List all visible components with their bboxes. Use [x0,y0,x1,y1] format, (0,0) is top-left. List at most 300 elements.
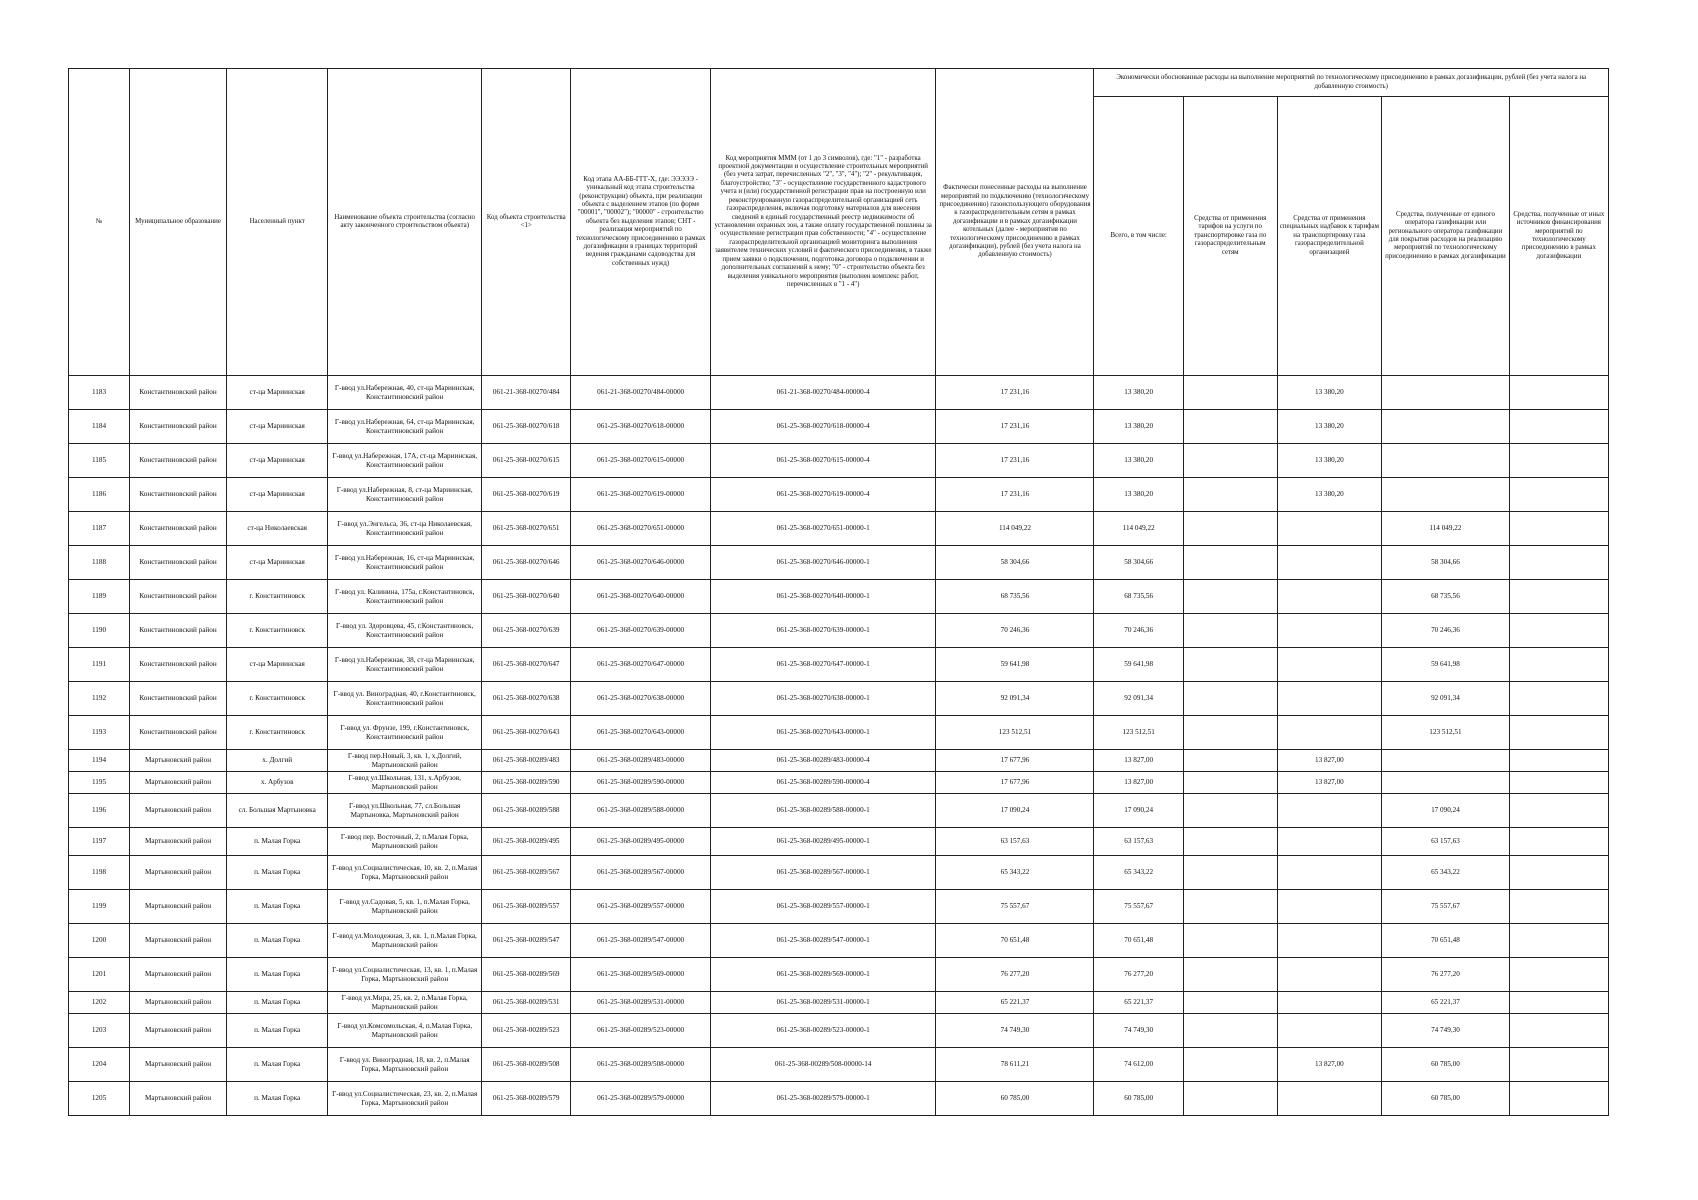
cell-special-surcharge [1277,614,1382,648]
cell-stage-code: 061-25-368-00270/651-00000 [571,512,711,546]
cell-operator-funds: 70 246,36 [1382,614,1510,648]
cell-settlement: х. Долгий [227,750,328,772]
cell-tariff-transport [1183,958,1277,992]
header-other-sources: Средства, полученные от иных источников финансирования мероприятий по технологическому присоединению в рамках догазификации [1509,97,1608,376]
cell-object-code: 061-25-368-00289/588 [482,794,571,828]
table-row [69,794,1609,828]
cell-object-code: 061-25-368-00270/638 [482,682,571,716]
cell-tariff-transport [1183,794,1277,828]
cell-special-surcharge [1277,1014,1382,1048]
cell-event-code: 061-25-368-00289/588-00000-1 [710,794,936,828]
cell-object-code: 061-25-368-00270/615 [482,444,571,478]
cell-object-name: Г-ввод ул.Садовая, 5, кв. 1, п.Малая Горка, Мартыновский район [328,890,482,924]
cell-actual-costs: 17 090,24 [936,794,1094,828]
cell-num: 1199 [69,890,130,924]
cell-total: 13 827,00 [1094,750,1183,772]
cell-num: 1193 [69,716,130,750]
cell-municipality: Константиновский район [130,648,227,682]
cell-other-sources [1509,716,1608,750]
cell-actual-costs: 114 049,22 [936,512,1094,546]
cell-event-code: 061-25-368-00289/483-00000-4 [710,750,936,772]
table-row [69,890,1609,924]
cell-event-code: 061-25-368-00289/523-00000-1 [710,1014,936,1048]
cell-special-surcharge [1277,580,1382,614]
cell-other-sources [1509,410,1608,444]
cell-object-name: Г-ввод ул.Набережная, 8, ст-ца Мариинская, Константиновский район [328,478,482,512]
header-num: № [69,69,130,376]
cell-total: 123 512,51 [1094,716,1183,750]
cell-total: 13 827,00 [1094,772,1183,794]
cell-operator-funds [1382,444,1510,478]
cell-num: 1197 [69,828,130,856]
cell-object-name: Г-ввод ул.Школьная, 131, х.Арбузов, Мартыновский район [328,772,482,794]
cell-settlement: п. Малая Горка [227,890,328,924]
cell-num: 1202 [69,992,130,1014]
cell-stage-code: 061-25-368-00289/483-00000 [571,750,711,772]
cell-object-code: 061-25-368-00289/590 [482,772,571,794]
cell-object-code: 061-25-368-00289/523 [482,1014,571,1048]
cell-stage-code: 061-25-368-00289/547-00000 [571,924,711,958]
cell-other-sources [1509,924,1608,958]
cell-other-sources [1509,828,1608,856]
table-row [69,512,1609,546]
cell-other-sources [1509,890,1608,924]
cell-settlement: г. Константиновск [227,716,328,750]
cell-operator-funds [1382,376,1510,410]
cell-settlement: ст-ца Мариинская [227,648,328,682]
cell-tariff-transport [1183,682,1277,716]
cell-municipality: Константиновский район [130,512,227,546]
cell-tariff-transport [1183,1082,1277,1116]
cell-settlement: п. Малая Горка [227,924,328,958]
cell-operator-funds: 123 512,51 [1382,716,1510,750]
cell-object-name: Г-ввод ул.Набережная, 17А, ст-ца Мариинская, Константиновский район [328,444,482,478]
cell-num: 1198 [69,856,130,890]
cell-object-code: 061-21-368-00270/484 [482,376,571,410]
table-row [69,410,1609,444]
cell-municipality: Мартыновский район [130,794,227,828]
cell-settlement: г. Константиновск [227,614,328,648]
cell-num: 1194 [69,750,130,772]
cell-settlement: ст-ца Николаевская [227,512,328,546]
cell-tariff-transport [1183,478,1277,512]
cell-total: 13 380,20 [1094,376,1183,410]
cell-settlement: ст-ца Мариинская [227,410,328,444]
cell-object-name: Г-ввод ул.Социалистическая, 13, кв. 1, п.Малая Горка, Мартыновский район [328,958,482,992]
cell-actual-costs: 58 304,66 [936,546,1094,580]
cell-object-name: Г-ввод ул. Фрунзе, 199, г.Константиновск, Константиновский район [328,716,482,750]
cell-tariff-transport [1183,1048,1277,1082]
cell-total: 17 090,24 [1094,794,1183,828]
cell-actual-costs: 75 557,67 [936,890,1094,924]
cell-event-code: 061-25-368-00270/651-00000-1 [710,512,936,546]
cell-num: 1191 [69,648,130,682]
cell-object-name: Г-ввод ул.Мира, 25, кв. 2, п.Малая Горка, Мартыновский район [328,992,482,1014]
cell-operator-funds: 92 091,34 [1382,682,1510,716]
cell-special-surcharge [1277,924,1382,958]
cell-operator-funds: 68 735,56 [1382,580,1510,614]
cell-tariff-transport [1183,924,1277,958]
cell-special-surcharge [1277,958,1382,992]
table-row [69,648,1609,682]
cell-stage-code: 061-25-368-00289/508-00000 [571,1048,711,1082]
cell-num: 1195 [69,772,130,794]
cell-actual-costs: 60 785,00 [936,1082,1094,1116]
cell-stage-code: 061-25-368-00270/615-00000 [571,444,711,478]
cell-special-surcharge [1277,890,1382,924]
cell-tariff-transport [1183,648,1277,682]
header-stage-code: Код этапа АА-ББ-ГГГ-Х, где: ЭЭЭЭЭ - уникальный код этапа строительства (реконструкции) объекта, при реализации объекта с выделением этапов (по форме "00001", "00002"); "00000" - строительство объекта без выделения этапов; СНТ - реализация мероприятий по технологическому присоединению в рамках догазификации в границах территорий ведения гражданами садоводства для собственных нужд) [571,69,711,376]
cell-municipality: Константиновский район [130,478,227,512]
cell-other-sources [1509,682,1608,716]
cell-operator-funds: 65 221,37 [1382,992,1510,1014]
cell-actual-costs: 78 611,21 [936,1048,1094,1082]
cell-total: 74 749,30 [1094,1014,1183,1048]
cell-tariff-transport [1183,376,1277,410]
table-row [69,614,1609,648]
cell-municipality: Мартыновский район [130,828,227,856]
cell-num: 1201 [69,958,130,992]
cell-settlement: ст-ца Мариинская [227,444,328,478]
cell-event-code: 061-25-368-00270/639-00000-1 [710,614,936,648]
cell-object-code: 061-25-368-00289/495 [482,828,571,856]
cell-object-code: 061-25-368-00270/643 [482,716,571,750]
cell-object-code: 061-25-368-00270/640 [482,580,571,614]
cell-object-name: Г-ввод ул.Энгельса, 36, ст-ца Николаевская, Константиновский район [328,512,482,546]
cell-other-sources [1509,1014,1608,1048]
cell-other-sources [1509,958,1608,992]
cell-total: 76 277,20 [1094,958,1183,992]
cell-total: 68 735,56 [1094,580,1183,614]
cell-actual-costs: 17 231,16 [936,478,1094,512]
cell-total: 65 221,37 [1094,992,1183,1014]
cell-object-code: 061-25-368-00289/547 [482,924,571,958]
cell-operator-funds: 60 785,00 [1382,1082,1510,1116]
cell-total: 13 380,20 [1094,410,1183,444]
cell-municipality: Мартыновский район [130,1014,227,1048]
cell-tariff-transport [1183,772,1277,794]
cell-object-name: Г-ввод пер.Новый, 3, кв. 1, х.Долгий, Мартыновский район [328,750,482,772]
cell-event-code: 061-25-368-00289/557-00000-1 [710,890,936,924]
cell-other-sources [1509,512,1608,546]
cell-num: 1188 [69,546,130,580]
cell-object-code: 061-25-368-00270/647 [482,648,571,682]
table-row [69,992,1609,1014]
cell-stage-code: 061-25-368-00270/638-00000 [571,682,711,716]
cell-object-name: Г-ввод ул. Калинина, 175а, г.Константиновск, Константиновский район [328,580,482,614]
header-operator-funds: Средства, полученные от единого оператора газификации или регионального оператора газификации для покрытия расходов на реализацию мероприятий по технологическому присоединению в рамках догазификации [1382,97,1510,376]
cell-other-sources [1509,376,1608,410]
cell-actual-costs: 70 651,48 [936,924,1094,958]
table-row [69,958,1609,992]
cell-object-name: Г-ввод ул. Виноградная, 18, кв. 2, п.Малая Горка, Мартыновский район [328,1048,482,1082]
cell-operator-funds: 74 749,30 [1382,1014,1510,1048]
cell-num: 1186 [69,478,130,512]
cell-object-code: 061-25-368-00270/639 [482,614,571,648]
cell-municipality: Мартыновский район [130,772,227,794]
cell-object-name: Г-ввод ул.Школьная, 77, сл.Большая Мартыновка, Мартыновский район [328,794,482,828]
cell-event-code: 061-25-368-00289/569-00000-1 [710,958,936,992]
cell-settlement: ст-ца Мариинская [227,546,328,580]
cell-municipality: Константиновский район [130,716,227,750]
cell-num: 1183 [69,376,130,410]
cell-actual-costs: 76 277,20 [936,958,1094,992]
cell-stage-code: 061-25-368-00289/590-00000 [571,772,711,794]
table-row [69,580,1609,614]
cell-tariff-transport [1183,992,1277,1014]
cell-tariff-transport [1183,410,1277,444]
cell-settlement: п. Малая Горка [227,1082,328,1116]
cell-settlement: п. Малая Горка [227,856,328,890]
cell-other-sources [1509,1082,1608,1116]
cell-operator-funds [1382,750,1510,772]
cell-total: 70 246,36 [1094,614,1183,648]
cell-actual-costs: 17 231,16 [936,444,1094,478]
cell-tariff-transport [1183,716,1277,750]
cell-other-sources [1509,992,1608,1014]
cell-event-code: 061-25-368-00270/638-00000-1 [710,682,936,716]
cell-actual-costs: 68 735,56 [936,580,1094,614]
cell-object-name: Г-ввод ул. Здоровцева, 45, г.Константиновск, Константиновский район [328,614,482,648]
cell-tariff-transport [1183,546,1277,580]
cell-object-code: 061-25-368-00289/508 [482,1048,571,1082]
cell-stage-code: 061-25-368-00289/569-00000 [571,958,711,992]
cell-other-sources [1509,1048,1608,1082]
cell-actual-costs: 65 221,37 [936,992,1094,1014]
cell-event-code: 061-25-368-00270/647-00000-1 [710,648,936,682]
cell-settlement: г. Константиновск [227,682,328,716]
cell-tariff-transport [1183,828,1277,856]
cell-actual-costs: 17 677,96 [936,772,1094,794]
table-row [69,772,1609,794]
cell-operator-funds: 60 785,00 [1382,1048,1510,1082]
cell-municipality: Мартыновский район [130,890,227,924]
cell-stage-code: 061-25-368-00289/588-00000 [571,794,711,828]
cell-event-code: 061-21-368-00270/484-00000-4 [710,376,936,410]
cell-tariff-transport [1183,512,1277,546]
cell-object-name: Г-ввод ул.Набережная, 16, ст-ца Мариинская, Константиновский район [328,546,482,580]
cell-operator-funds: 63 157,63 [1382,828,1510,856]
cell-stage-code: 061-25-368-00270/639-00000 [571,614,711,648]
cell-municipality: Константиновский район [130,580,227,614]
cell-total: 74 612,00 [1094,1048,1183,1082]
cell-operator-funds: 76 277,20 [1382,958,1510,992]
cell-municipality: Мартыновский район [130,924,227,958]
table-row [69,682,1609,716]
cell-municipality: Мартыновский район [130,856,227,890]
cell-municipality: Мартыновский район [130,958,227,992]
cell-num: 1200 [69,924,130,958]
dogazification-table [68,68,1609,1116]
cell-total: 70 651,48 [1094,924,1183,958]
cell-event-code: 061-25-368-00289/579-00000-1 [710,1082,936,1116]
cell-tariff-transport [1183,580,1277,614]
cell-other-sources [1509,444,1608,478]
cell-settlement: г. Константиновск [227,580,328,614]
cell-operator-funds: 58 304,66 [1382,546,1510,580]
cell-object-name: Г-ввод ул.Социалистическая, 10, кв. 2, п.Малая Горка, Мартыновский район [328,856,482,890]
cell-event-code: 061-25-368-00270/640-00000-1 [710,580,936,614]
cell-actual-costs: 59 641,98 [936,648,1094,682]
cell-event-code: 061-25-368-00270/619-00000-4 [710,478,936,512]
cell-special-surcharge: 13 380,20 [1277,376,1382,410]
cell-other-sources [1509,750,1608,772]
cell-special-surcharge [1277,794,1382,828]
cell-event-code: 061-25-368-00289/495-00000-1 [710,828,936,856]
cell-other-sources [1509,614,1608,648]
cell-object-code: 061-25-368-00289/579 [482,1082,571,1116]
cell-tariff-transport [1183,750,1277,772]
cell-municipality: Константиновский район [130,410,227,444]
cell-event-code: 061-25-368-00270/643-00000-1 [710,716,936,750]
cell-special-surcharge [1277,546,1382,580]
table-body [69,376,1609,1116]
cell-special-surcharge [1277,682,1382,716]
cell-object-code: 061-25-368-00289/569 [482,958,571,992]
cell-municipality: Мартыновский район [130,992,227,1014]
cell-actual-costs: 92 091,34 [936,682,1094,716]
cell-tariff-transport [1183,444,1277,478]
cell-settlement: п. Малая Горка [227,1014,328,1048]
cell-tariff-transport [1183,1014,1277,1048]
cell-object-code: 061-25-368-00289/557 [482,890,571,924]
cell-actual-costs: 17 677,96 [936,750,1094,772]
cell-num: 1196 [69,794,130,828]
cell-special-surcharge: 13 380,20 [1277,410,1382,444]
cell-municipality: Константиновский район [130,444,227,478]
cell-operator-funds [1382,410,1510,444]
table-row [69,716,1609,750]
cell-special-surcharge: 13 380,20 [1277,444,1382,478]
cell-other-sources [1509,580,1608,614]
cell-object-name: Г-ввод ул. Виноградная, 40, г.Константиновск, Константиновский район [328,682,482,716]
cell-stage-code: 061-25-368-00289/531-00000 [571,992,711,1014]
cell-municipality: Константиновский район [130,376,227,410]
table-row [69,478,1609,512]
cell-operator-funds: 59 641,98 [1382,648,1510,682]
cell-settlement: ст-ца Мариинская [227,376,328,410]
cell-special-surcharge [1277,1082,1382,1116]
cell-stage-code: 061-25-368-00270/640-00000 [571,580,711,614]
cell-num: 1205 [69,1082,130,1116]
cell-special-surcharge: 13 827,00 [1277,772,1382,794]
cell-object-code: 061-25-368-00289/483 [482,750,571,772]
cell-event-code: 061-25-368-00289/590-00000-4 [710,772,936,794]
cell-total: 63 157,63 [1094,828,1183,856]
cell-operator-funds: 75 557,67 [1382,890,1510,924]
cell-municipality: Константиновский район [130,614,227,648]
cell-total: 92 091,34 [1094,682,1183,716]
cell-other-sources [1509,648,1608,682]
cell-event-code: 061-25-368-00270/646-00000-1 [710,546,936,580]
cell-num: 1189 [69,580,130,614]
cell-object-code: 061-25-368-00270/646 [482,546,571,580]
cell-operator-funds: 17 090,24 [1382,794,1510,828]
cell-event-code: 061-25-368-00289/531-00000-1 [710,992,936,1014]
cell-total: 60 785,00 [1094,1082,1183,1116]
cell-event-code: 061-25-368-00270/618-00000-4 [710,410,936,444]
cell-settlement: сл. Большая Мартыновка [227,794,328,828]
cell-special-surcharge [1277,512,1382,546]
cell-other-sources [1509,794,1608,828]
table-row [69,856,1609,890]
cell-operator-funds: 65 343,22 [1382,856,1510,890]
cell-num: 1190 [69,614,130,648]
cell-num: 1185 [69,444,130,478]
cell-actual-costs: 74 749,30 [936,1014,1094,1048]
cell-municipality: Константиновский район [130,682,227,716]
cell-operator-funds: 70 651,48 [1382,924,1510,958]
table-row [69,924,1609,958]
cell-object-code: 061-25-368-00270/651 [482,512,571,546]
cell-settlement: п. Малая Горка [227,828,328,856]
cell-other-sources [1509,478,1608,512]
header-object-name: Наименование объекта строительства (согласно акту законченного строительством объекта) [328,69,482,376]
cell-actual-costs: 65 343,22 [936,856,1094,890]
header-special-surcharge: Средства от применения специальных надбавок к тарифам на транспортировку газа газораспределительной организацией [1277,97,1382,376]
table-row [69,1082,1609,1116]
cell-special-surcharge [1277,716,1382,750]
header-actual-costs: Фактически понесенные расходы на выполнение мероприятий по подключению (технологическому присоединению) газоиспользующего оборудования к газораспределительным сетям в рамках догазификации и в рамках догазификации котельных (далее - мероприятия по технологическому присоединению в рамках догазификации), рублей (без учета налога на добавленную стоимость) [936,69,1094,376]
header-economic-costs-group: Экономически обоснованные расходы на выполнение мероприятий по технологическому присоединению в рамках догазификации, рублей (без учета налога на добавленную стоимость) [1094,69,1609,97]
header-event-code: Код мероприятия МММ (от 1 до 3 символов), где: "1" - разработка проектной документации и осуществление строительных мероприятий (без учета затрат, перечисленных "2", "3", "4"); "2" - рекультивация, благоустройство; "3" - осуществление государственного кадастрового учета и (или) государственной регистрации прав на построенную или реконструированную газораспределительной организацией сеть газораспределения, включая подготовку материалов для внесения сведений в единый государственный реестр недвижимости об установлении охранных зон, а также оплату государственной пошлины за осуществление регистрации прав собственности; "4" - осуществление газораспределительной организацией мониторинга выполнения заявителем технических условий и фактического присоединения, в также прием заявки о подключении, подготовка договора о подключении и дополнительных соглашений к нему; "0" - строительство объекта без выделения уникального мероприятия (выполнен комплекс работ, перечисленных в "1 - 4") [710,69,936,376]
table-row [69,1048,1609,1082]
cell-stage-code: 061-25-368-00289/579-00000 [571,1082,711,1116]
cell-special-surcharge [1277,856,1382,890]
cell-special-surcharge [1277,648,1382,682]
cell-settlement: п. Малая Горка [227,1048,328,1082]
cell-object-code: 061-25-368-00270/618 [482,410,571,444]
cell-num: 1204 [69,1048,130,1082]
cell-object-code: 061-25-368-00289/567 [482,856,571,890]
cell-tariff-transport [1183,614,1277,648]
cell-object-name: Г-ввод ул.Набережная, 40, ст-ца Мариинская, Константиновский район [328,376,482,410]
cell-stage-code: 061-25-368-00289/567-00000 [571,856,711,890]
cell-object-name: Г-ввод ул.Набережная, 64, ст-ца Мариинская, Константиновский район [328,410,482,444]
cell-actual-costs: 70 246,36 [936,614,1094,648]
cell-special-surcharge [1277,992,1382,1014]
cell-object-code: 061-25-368-00270/619 [482,478,571,512]
table-row [69,828,1609,856]
cell-object-code: 061-25-368-00289/531 [482,992,571,1014]
cell-stage-code: 061-25-368-00289/523-00000 [571,1014,711,1048]
cell-actual-costs: 123 512,51 [936,716,1094,750]
cell-num: 1192 [69,682,130,716]
cell-total: 59 641,98 [1094,648,1183,682]
cell-tariff-transport [1183,856,1277,890]
cell-total: 13 380,20 [1094,444,1183,478]
cell-operator-funds [1382,772,1510,794]
cell-stage-code: 061-25-368-00270/643-00000 [571,716,711,750]
table-row [69,546,1609,580]
cell-event-code: 061-25-368-00289/567-00000-1 [710,856,936,890]
cell-stage-code: 061-25-368-00270/647-00000 [571,648,711,682]
cell-stage-code: 061-25-368-00270/619-00000 [571,478,711,512]
header-municipality: Муниципальное образование [130,69,227,376]
cell-total: 65 343,22 [1094,856,1183,890]
header-total: Всего, в том числе: [1094,97,1183,376]
cell-event-code: 061-25-368-00270/615-00000-4 [710,444,936,478]
cell-actual-costs: 17 231,16 [936,376,1094,410]
cell-actual-costs: 63 157,63 [936,828,1094,856]
cell-stage-code: 061-21-368-00270/484-00000 [571,376,711,410]
cell-municipality: Мартыновский район [130,1082,227,1116]
cell-total: 58 304,66 [1094,546,1183,580]
cell-total: 13 380,20 [1094,478,1183,512]
cell-special-surcharge: 13 827,00 [1277,750,1382,772]
table-row [69,376,1609,410]
cell-event-code: 061-25-368-00289/547-00000-1 [710,924,936,958]
